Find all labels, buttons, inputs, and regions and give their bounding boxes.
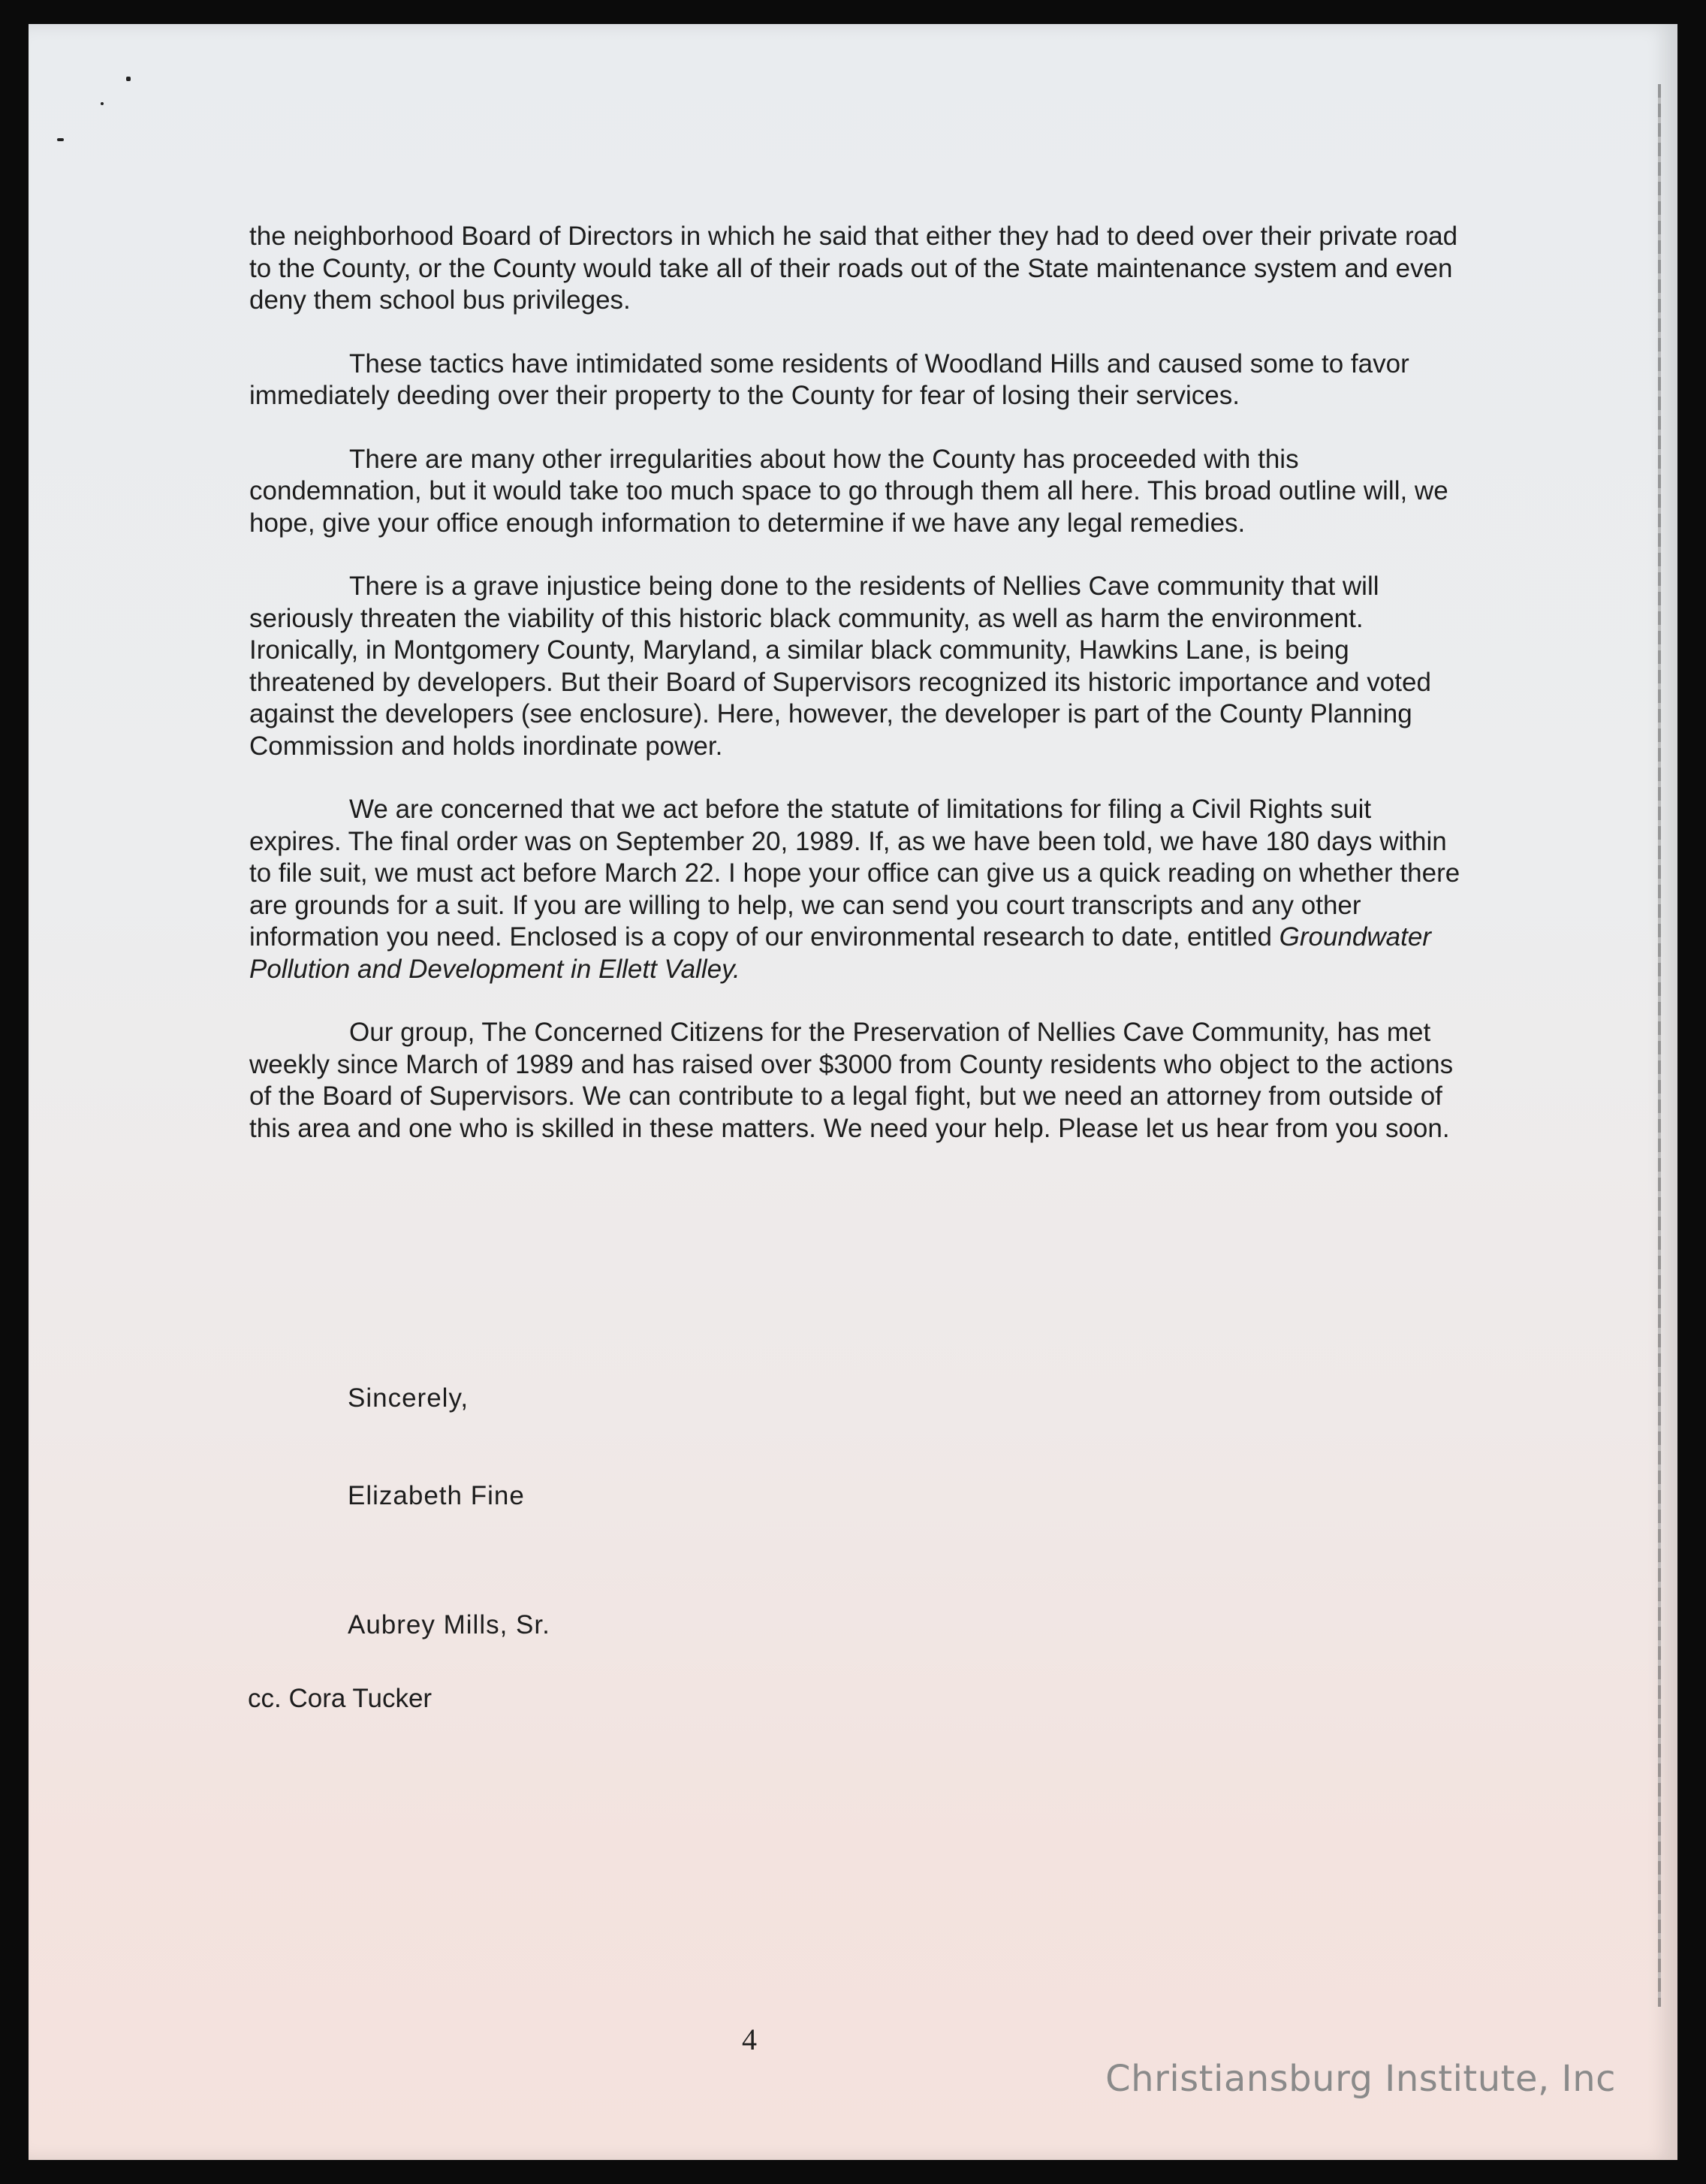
letter-body [249,221,1466,1176]
paragraph-4: There is a grave injustice being done to the residents of Nellies Cave community that will seriously threaten the viability of this historic black community, as well as harm the environment. Ironically, in Montgomery County, Maryland, a similar black community, Hawkins Lane, is being threatened by developers. But their Board of Supervisors recognized its historic importance and voted against the developers (see enclosure). Here, however, the developer is part of the County Planning Commission and holds inordinate power. [249,572,1431,761]
paragraph-5-text: We are concerned that we act before the statute of limitations for filing a Civil Rights suit expires. The final order was on September 20, 1989. If, as we have been told, we have 180 days within to file suit, we must act before March 22. I hope your office can give us a quick reading on whether there are grounds for a suit. If you are willing to help, we can send you court transcripts and any other information you need. Enclosed is a copy of our environmental research to date, entitled [249,795,1460,952]
paragraph-1: the neighborhood Board of Directors in which he said that either they had to deed over their private road to the County, or the County would take all of their roads out of the State maintenance system and even deny them school bus privileges. [249,222,1458,315]
enclosure-title: Groundwater Pollution and Development in Ellett Valley. [249,922,1431,984]
closing-salutation: Sincerely, [348,1383,469,1413]
speck [126,77,131,81]
speck [57,138,64,141]
carbon-copy-line: cc. Cora Tucker [248,1684,433,1713]
archive-watermark: Christiansburg Institute, Inc [1105,2058,1616,2100]
paragraph-3: There are many other irregularities about how the County has proceeded with this condemnation, but it would take too much space to go through them all here. This broad outline will, we hope, give your office enough information to determine if we have any legal remedies. [249,444,1448,538]
signer-name-1: Elizabeth Fine [348,1481,525,1510]
page-number: 4 [742,2023,757,2056]
speck [101,102,104,105]
paragraph-6: Our group, The Concerned Citizens for the Preservation of Nellies Cave Community, has met weekly since March of 1989 and has raised over $3000 from County residents who object to the actions of the Board of Supervisors. We can contribute to a legal fight, but we need an attorney from outside of this area and one who is skilled in these matters. We need your help. Please let us hear from you soon. [249,1018,1454,1143]
paragraph-5 [249,794,1466,985]
page-edge-shadow [1658,84,1661,2007]
letter-page [29,24,1677,2160]
paragraph-2: These tactics have intimidated some residents of Woodland Hills and caused some to favor immediately deeding over their property to the County for fear of losing their services. [249,348,1409,410]
signer-name-2: Aubrey Mills, Sr. [348,1610,550,1640]
